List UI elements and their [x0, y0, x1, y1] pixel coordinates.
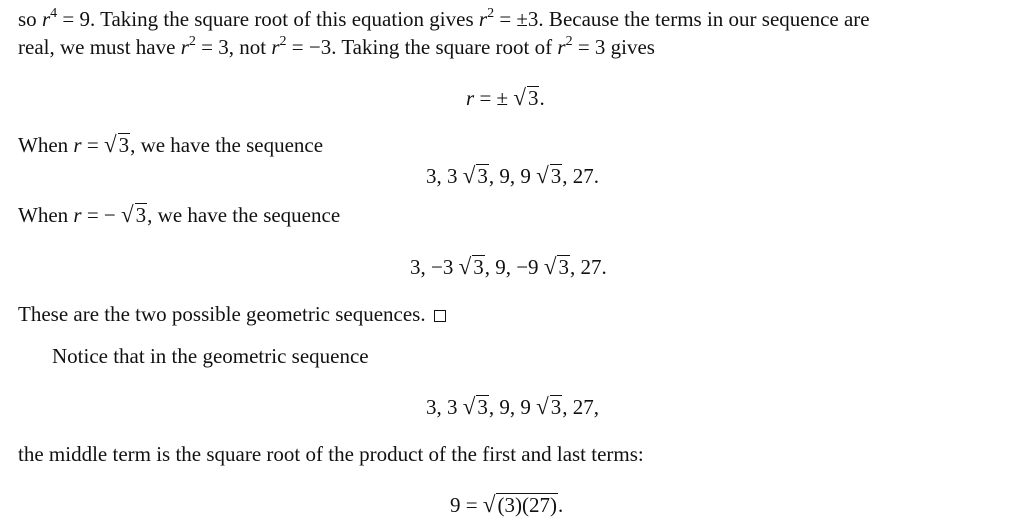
text-fragment: When [18, 133, 74, 157]
radicand: 3 [477, 164, 488, 188]
text-fragment: = [81, 133, 104, 157]
sequence-positive [426, 162, 599, 190]
sequence-example [426, 393, 599, 421]
text-fragment: , 9, −9 [484, 255, 544, 279]
text-fragment: 9 = [450, 493, 483, 517]
sqrt-symbol-icon: √ [482, 492, 496, 517]
radicand: 3 [550, 395, 562, 419]
conclusion-line [18, 301, 446, 327]
sequence-negative [410, 253, 607, 281]
final-equation [450, 491, 563, 519]
text-fragment: real, we must have [18, 35, 181, 59]
text-fragment: , 9, 9 [488, 395, 537, 419]
exponent: 4 [50, 6, 58, 21]
sqrt-expression [513, 86, 539, 109]
exponent: 2 [279, 34, 287, 49]
text-fragment: = − [81, 203, 122, 227]
exponent: 2 [487, 6, 495, 21]
text-fragment: , we have the sequence [147, 203, 341, 227]
radicand: 3 [118, 133, 130, 157]
radicand: 3 [550, 164, 562, 188]
punctuation: . [557, 493, 564, 517]
when-positive-line [18, 132, 323, 158]
sqrt-symbol-icon: √ [462, 163, 476, 188]
text-fragment: , 9, 9 [488, 164, 537, 188]
radicand: (3)(27) [497, 493, 557, 517]
sqrt-expression [544, 255, 570, 278]
text-fragment: = −3. Taking the square root of [286, 35, 558, 59]
middle-term-text: the middle term is the square root of the product of the first and last terms: [18, 442, 644, 466]
sqrt-symbol-icon: √ [103, 132, 117, 157]
radicand: 3 [558, 255, 569, 279]
middle-term-line [18, 441, 644, 467]
exponent: 2 [188, 34, 196, 49]
exponent: 2 [565, 34, 573, 49]
sqrt-expression [536, 395, 562, 418]
when-negative-line [18, 202, 340, 228]
text-fragment: 3, −3 [410, 255, 459, 279]
conclusion-text: These are the two possible geometric sequences. [18, 302, 426, 326]
text-fragment: = 3 gives [572, 35, 655, 59]
punctuation: . [539, 86, 545, 110]
text-fragment: = ±3. Because the terms in our sequence are [494, 7, 870, 31]
sqrt-symbol-icon: √ [458, 254, 472, 279]
text-fragment: = 9. Taking the square root of this equation gives [57, 7, 479, 31]
text-line-1 [18, 6, 870, 36]
sqrt-symbol-icon: √ [121, 202, 134, 227]
notice-line [52, 343, 369, 369]
text-fragment: , 27. [562, 164, 599, 188]
sqrt-expression [483, 493, 558, 516]
var-r: r [180, 35, 189, 59]
text-fragment: , we have the sequence [130, 133, 324, 157]
text-fragment: When [18, 203, 74, 227]
text-line-2 [18, 34, 655, 64]
var-r: r [73, 203, 82, 227]
equation-r [466, 84, 545, 112]
sqrt-expression [536, 164, 562, 187]
text-fragment: so [18, 7, 42, 31]
var-r: r [478, 7, 488, 31]
sqrt-expression [463, 395, 489, 418]
var-r: r [73, 133, 82, 157]
sqrt-symbol-icon: √ [543, 254, 557, 279]
var-r: r [271, 35, 280, 59]
text-fragment: , 27, [562, 395, 599, 419]
sqrt-expression [104, 133, 130, 156]
text-fragment: 3, 3 [426, 164, 463, 188]
var-r: r [466, 86, 475, 110]
radicand: 3 [477, 395, 488, 419]
var-r: r [557, 35, 566, 59]
sqrt-symbol-icon: √ [536, 163, 549, 188]
sqrt-symbol-icon: √ [513, 85, 526, 110]
text-fragment: = 3, not [195, 35, 272, 59]
sqrt-expression [121, 203, 147, 226]
sqrt-expression [459, 255, 485, 278]
text-fragment: 3, 3 [426, 395, 463, 419]
sqrt-symbol-icon: √ [536, 394, 549, 419]
qed-box-icon [434, 310, 446, 322]
var-r: r [41, 7, 51, 31]
equation-operator: = ± [474, 86, 514, 110]
text-fragment: , 27. [569, 255, 607, 279]
sqrt-symbol-icon: √ [462, 394, 476, 419]
radicand: 3 [527, 86, 539, 110]
notice-text: Notice that in the geometric sequence [52, 344, 369, 368]
radicand: 3 [473, 255, 484, 279]
sqrt-expression [463, 164, 489, 187]
radicand: 3 [135, 203, 147, 227]
